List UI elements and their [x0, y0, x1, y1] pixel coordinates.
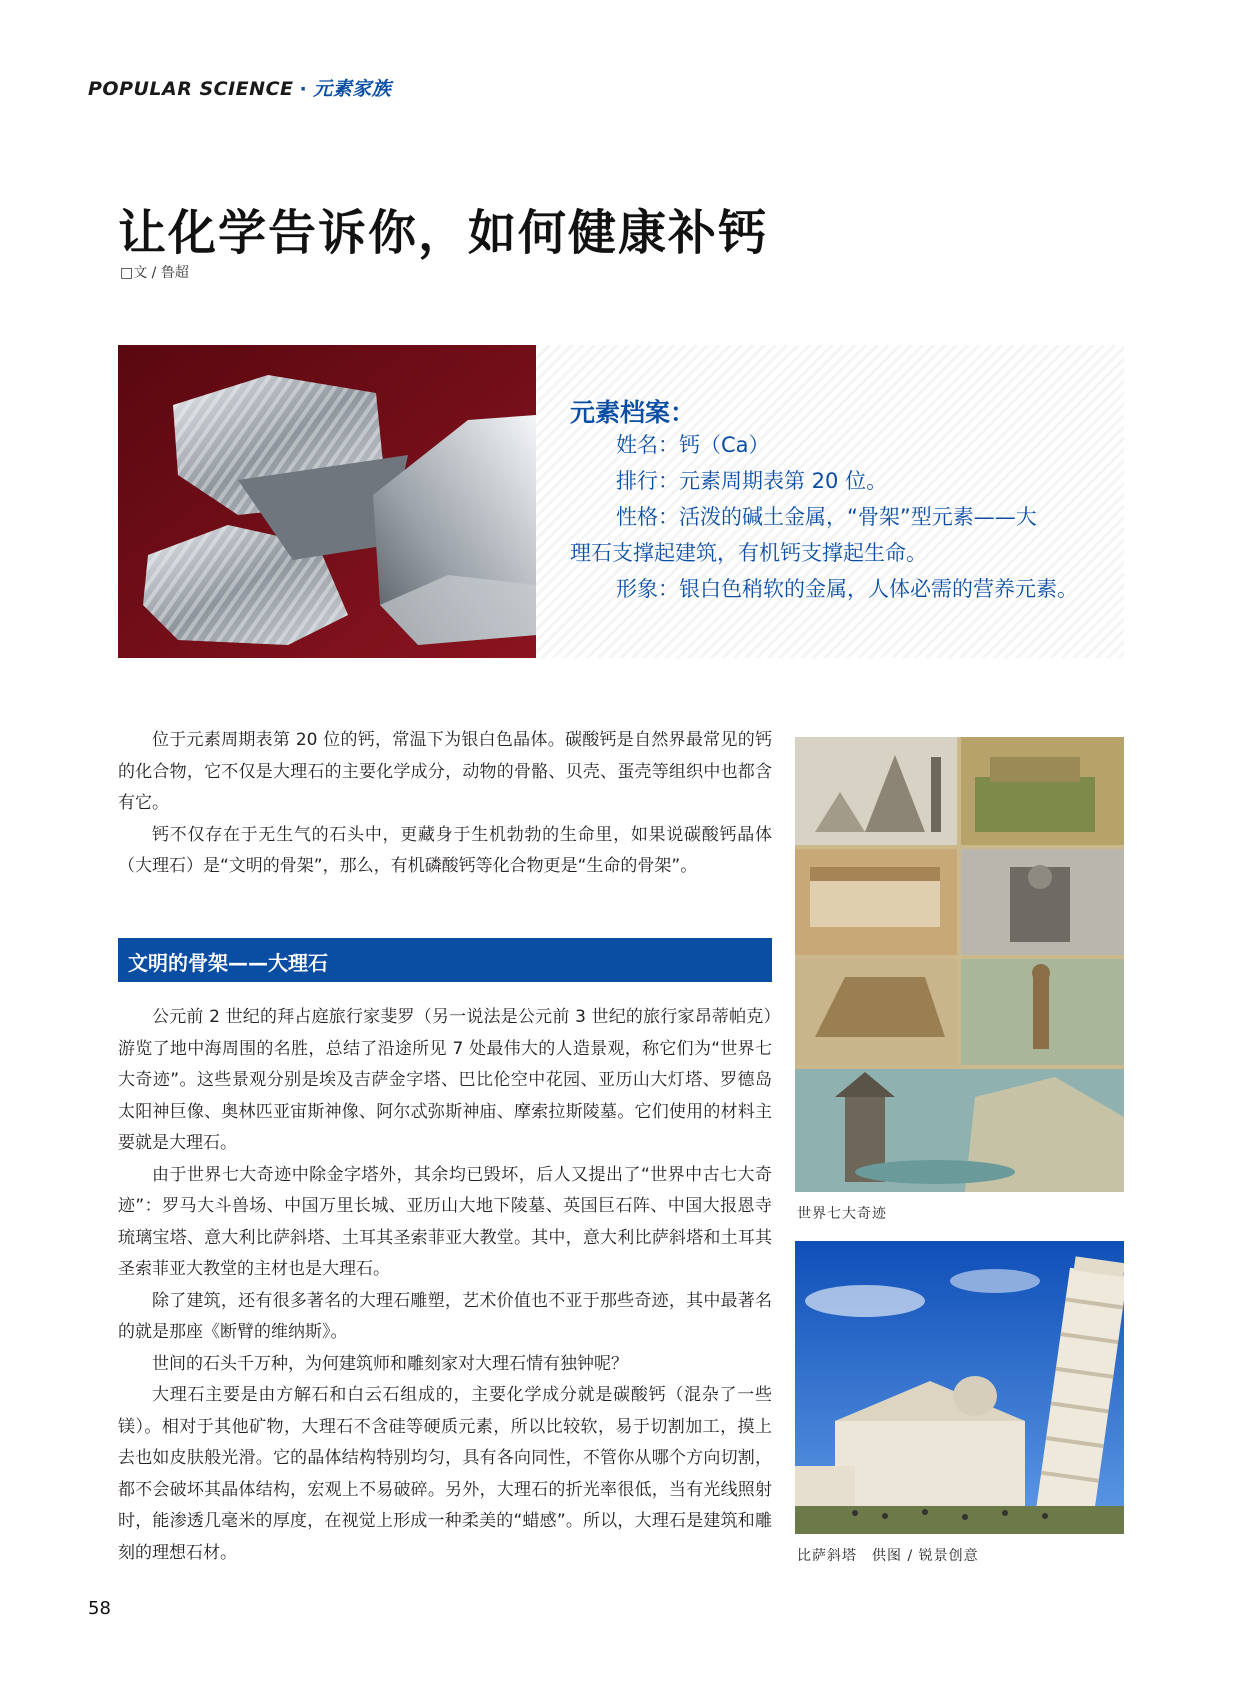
section-heading-bar	[118, 938, 772, 982]
body-paragraph: 大理石主要是由方解石和白云石组成的，主要化学成分就是碳酸钙（混杂了一些镁）。相对于其他矿物，大理石不含硅等硬质元素，所以比较软，易于切割加工，摸上去也如皮肤般光滑。它的晶体结构特别均匀，具有各向同性，不管你从哪个方向切割，都不会破坏其晶体结构，宏观上不易破碎。另外，大理石的折光率很低，当有光线照射时，能渗透几毫米的厚度，在视觉上形成一种柔美的“蜡感”。所以，大理石是建筑和雕刻的理想石材。	[118, 1385, 772, 1563]
seven-wonders-illustration	[795, 737, 1124, 1192]
header-separator: ·	[299, 78, 308, 100]
section-heading: 文明的骨架——大理石	[128, 951, 328, 975]
leaning-tower-photo	[795, 1241, 1124, 1534]
body-paragraph: 由于世界七大奇迹中除金字塔外，其余均已毁坏，后人又提出了“世界中古七大奇迹”：罗马大斗兽场、中国万里长城、亚历山大地下陵墓、英国巨石阵、中国大报恩寺琉璃宝塔、意大利比萨斜塔、土耳其圣索菲亚大教堂。其中，意大利比萨斜塔和土耳其圣索菲亚大教堂的主材也是大理石。	[118, 1164, 772, 1279]
body-paragraph: 除了建筑，还有很多著名的大理石雕塑，艺术价值也不亚于那些奇迹，其中最著名的就是那座《断臂的维纳斯》。	[118, 1290, 772, 1342]
profile-heading: 元素档案：	[570, 398, 696, 427]
article-title: 让化学告诉你，如何健康补钙	[118, 205, 769, 261]
calcium-metal-illustration	[118, 345, 536, 658]
profile-character-line: 性格：活泼的碱土金属，“骨架”型元素——大	[616, 505, 1037, 529]
element-profile	[536, 345, 1124, 658]
column-name: 元素家族	[313, 78, 392, 100]
leaning-tower-illustration	[795, 1241, 1124, 1534]
seven-wonders-collage	[795, 737, 1124, 1192]
profile-appearance-line: 形象：银白色稍软的金属，人体必需的营养元素。	[616, 577, 1078, 601]
body-paragraph: 公元前 2 世纪的拜占庭旅行家斐罗（另一说法是公元前 3 世纪的旅行家昂蒂帕克）游览了地中海周围的名胜，总结了沿途所见 7 处最伟大的人造景观，称它们为“世界七大奇迹”。这些景观分别是埃及吉萨金字塔、巴比伦空中花园、亚历山大灯塔、罗德岛太阳神巨像、奥林匹亚宙斯神像、阿尔忒弥斯神庙、摩索拉斯陵墓。它们使用的材料主要就是大理石。	[118, 1007, 772, 1153]
byline: □文 / 鲁超	[120, 265, 189, 281]
pisa-caption: 比萨斜塔 供图 / 锐景创意	[797, 1548, 979, 1564]
profile-character-continued: 理石支撑起建筑，有机钙支撑起生命。	[570, 541, 927, 565]
publication-name: POPULAR SCIENCE	[88, 78, 294, 100]
running-header	[88, 74, 391, 101]
intro-paragraph: 钙不仅存在于无生气的石头中，更藏身于生机勃勃的生命里，如果说碳酸钙晶体（大理石）是“文明的骨架”，那么，有机磷酸钙等化合物更是“生命的骨架”。	[118, 824, 772, 876]
section-body	[118, 1002, 772, 1569]
intro-text	[118, 725, 772, 883]
calcium-metal-photo	[118, 345, 536, 658]
page-number: 58	[88, 1598, 111, 1619]
profile-rank-line: 排行：元素周期表第 20 位。	[616, 469, 888, 493]
body-paragraph: 世间的石头千万种，为何建筑师和雕刻家对大理石情有独钟呢？	[152, 1353, 628, 1374]
wonders-caption: 世界七大奇迹	[797, 1206, 887, 1222]
profile-name-line: 姓名：钙（Ca）	[616, 433, 770, 457]
intro-paragraph: 位于元素周期表第 20 位的钙，常温下为银白色晶体。碳酸钙是自然界最常见的钙的化合物，它不仅是大理石的主要化学成分，动物的骨骼、贝壳、蛋壳等组织中也都含有它。	[118, 730, 772, 813]
